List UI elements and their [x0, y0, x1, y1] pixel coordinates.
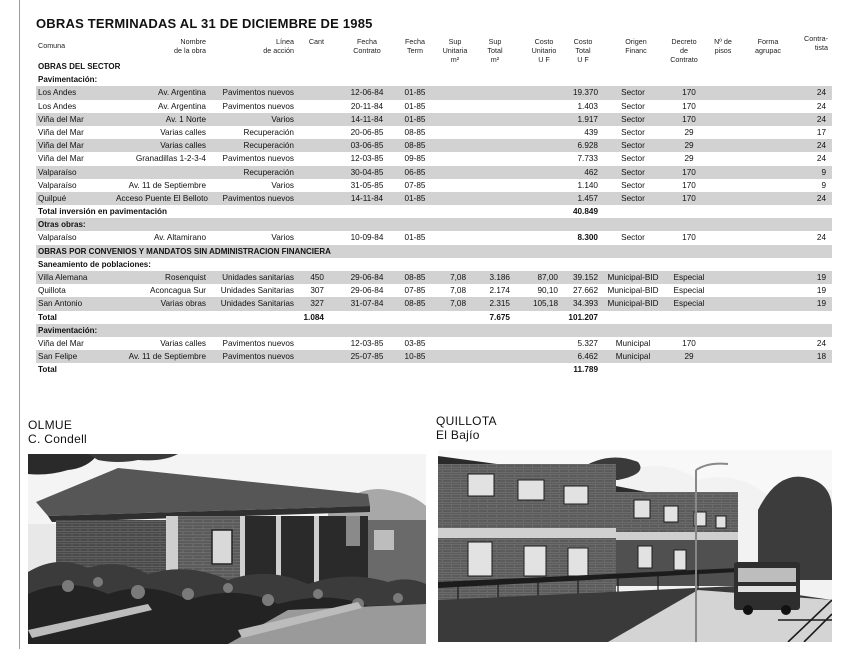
cell-con: 24	[816, 338, 826, 348]
section-label: OBRAS DEL SECTOR	[38, 62, 121, 71]
cell-ct: 11.789	[573, 365, 598, 375]
table-row	[36, 100, 832, 113]
cell-orig: Sector	[621, 154, 645, 164]
cell-linea: Pavimentos nuevos	[222, 154, 294, 164]
cell-dec: 170	[682, 193, 696, 203]
section-heading	[36, 218, 832, 231]
header-fecha-contrato-line: Fecha	[357, 37, 377, 46]
cell-cant: 450	[310, 273, 324, 282]
cell-orig: Sector	[621, 141, 645, 151]
cell-fc: 25-07-85	[350, 352, 384, 362]
table-row	[36, 179, 832, 192]
table-row	[36, 284, 832, 297]
cell-fc: 31-05-85	[350, 180, 384, 190]
cell-st: 7.675	[489, 312, 510, 322]
cell-cant: 307	[310, 286, 324, 296]
header-decreto-line: de	[680, 46, 688, 55]
cell-con: 19	[816, 273, 826, 282]
cell-dec: 29	[684, 352, 694, 362]
cell-linea: Unidades sanitarias	[222, 273, 294, 282]
table-row	[36, 231, 832, 244]
header-origen-line: Origen	[625, 37, 647, 46]
total-row	[36, 311, 832, 324]
cell-linea: Varios	[271, 180, 294, 190]
table-row	[36, 86, 832, 99]
cell-orig: Sector	[621, 127, 645, 137]
cell-comuna: Valparaíso	[38, 233, 77, 243]
cell-linea: Pavimentos nuevos	[222, 193, 294, 203]
photo-caption-right-city: QUILLOTA	[436, 414, 497, 428]
section-label: Pavimentación:	[38, 75, 98, 85]
cell-comuna: Viña del Mar	[38, 114, 84, 124]
section-label: Saneamiento de poblaciones:	[38, 259, 151, 269]
header-forma-line: Forma	[757, 37, 779, 46]
cell-nombre: Av. Argentina	[158, 101, 206, 111]
cell-orig: Municipal	[615, 338, 651, 348]
cell-ft: 08-85	[404, 127, 426, 137]
cell-orig: Municipal-BID	[607, 273, 659, 282]
cell-fc: 30-04-85	[350, 167, 384, 177]
table-row	[36, 126, 832, 139]
cell-comuna: Los Andes	[38, 101, 77, 111]
cell-fc: 12-03-85	[350, 338, 384, 348]
section-label: Otras obras:	[38, 220, 86, 230]
cell-nombre: Av. Argentina	[158, 88, 206, 98]
cell-cant: 1.084	[303, 312, 324, 322]
header-costo-total-line: Total	[575, 46, 591, 55]
cell-nombre: Varias calles	[160, 338, 206, 348]
photo-caption-left-place: C. Condell	[28, 432, 88, 446]
header-pisos	[708, 37, 738, 55]
total-label: Total	[38, 365, 57, 375]
cell-dec: 29	[684, 141, 694, 151]
cell-comuna: Viña del Mar	[38, 127, 84, 137]
cell-nombre: Av. 11 de Septiembre	[128, 352, 206, 362]
cell-con: 9	[821, 180, 826, 190]
cell-nombre: Av. Altamirano	[153, 233, 206, 243]
header-fecha-term-line: Term	[407, 46, 423, 55]
header-fecha-contrato	[342, 37, 392, 55]
cell-linea: Pavimentos nuevos	[222, 101, 294, 111]
cell-ft: 08-85	[404, 299, 426, 309]
cell-ft: 09-85	[404, 154, 426, 164]
header-sup-total-line: Total	[487, 46, 503, 55]
header-costo-unitario-line: Unitario	[531, 46, 557, 55]
cell-nombre: Av. 1 Norte	[165, 114, 206, 124]
cell-dec: 170	[682, 180, 696, 190]
cell-ct: 7.733	[577, 154, 598, 164]
cell-con: 19	[816, 299, 826, 309]
cell-ct: 1.140	[577, 180, 598, 190]
cell-linea: Unidades Sanitarias	[220, 286, 294, 296]
header-linea-line: de acción	[263, 46, 294, 55]
header-linea	[252, 37, 294, 55]
cell-fc: 31-07-84	[350, 299, 384, 309]
table-row	[36, 297, 832, 310]
cell-comuna: Quilpué	[38, 193, 67, 203]
cell-nombre: Granadillas 1-2-3-4	[135, 154, 206, 164]
header-cant	[302, 37, 324, 46]
header-costo-unitario-line: U F	[538, 55, 550, 64]
header-costo-unitario-line: Costo	[534, 37, 554, 46]
cell-comuna: Valparaíso	[38, 167, 77, 177]
cell-ct: 439	[584, 127, 598, 137]
cell-dec: 29	[684, 154, 694, 164]
cell-orig: Sector	[621, 101, 645, 111]
page-edge-line	[19, 0, 20, 649]
table-row	[36, 152, 832, 165]
cell-dec: 170	[682, 233, 696, 243]
cell-ct: 1.917	[577, 114, 598, 124]
cell-linea: Recuperación	[243, 167, 294, 177]
cell-dec: Especial	[673, 286, 705, 296]
table-row	[36, 192, 832, 205]
header-contratista	[792, 34, 828, 52]
cell-con: 19	[816, 286, 826, 296]
cell-ft: 08-85	[404, 141, 426, 151]
cell-orig: Sector	[621, 167, 645, 177]
header-forma-line: agrupac	[755, 46, 781, 55]
photo-caption-left-city: OLMUE	[28, 418, 73, 432]
cell-con: 9	[821, 167, 826, 177]
cell-ct: 1.457	[577, 193, 598, 203]
total-row	[36, 205, 832, 218]
header-cant-line: Cant	[308, 37, 324, 46]
cell-orig: Sector	[621, 193, 645, 203]
cell-su: 7,08	[450, 286, 466, 296]
cell-linea: Unidades Sanitarias	[220, 299, 294, 309]
cell-dec: 170	[682, 88, 696, 98]
cell-comuna: San Felipe	[38, 352, 78, 362]
table-row	[36, 271, 832, 284]
cell-fc: 03-06-85	[350, 141, 384, 151]
header-contratista-line: tista	[814, 43, 828, 52]
document-title: OBRAS TERMINADAS AL 31 DE DICIEMBRE DE 1985	[36, 16, 373, 31]
header-forma	[748, 37, 788, 55]
header-sup-unitaria-line: Unitaria	[442, 46, 468, 55]
cell-con: 24	[816, 154, 826, 164]
cell-nombre: Varias calles	[160, 127, 206, 137]
cell-con: 24	[816, 193, 826, 203]
cell-ft: 01-85	[404, 88, 426, 98]
cell-ft: 08-85	[404, 273, 426, 282]
cell-ct: 101.207	[568, 312, 598, 322]
cell-ft: 01-85	[404, 114, 426, 124]
cell-nombre: Av. 11 de Septiembre	[128, 180, 206, 190]
cell-orig: Sector	[621, 114, 645, 124]
header-comuna	[38, 41, 98, 50]
cell-ft: 07-85	[404, 286, 426, 296]
cell-cu: 90,10	[537, 286, 558, 296]
header-sup-unitaria-line: Sup	[448, 37, 462, 46]
cell-dec: 170	[682, 338, 696, 348]
cell-fc: 29-06-84	[350, 273, 384, 282]
cell-cant: 327	[310, 299, 324, 309]
cell-orig: Sector	[621, 180, 645, 190]
cell-ft: 01-85	[404, 101, 426, 111]
section-label: OBRAS POR CONVENIOS Y MANDATOS SIN ADMINISTRACION FINANCIERA	[38, 246, 331, 256]
cell-ct: 19.370	[572, 88, 598, 98]
cell-comuna: Viña del Mar	[38, 141, 84, 151]
cell-ct: 1.403	[577, 101, 598, 111]
cell-comuna: Quillota	[38, 286, 66, 296]
cell-cu: 105,18	[532, 299, 558, 309]
cell-dec: 170	[682, 114, 696, 124]
header-decreto-line: Contrato	[670, 55, 698, 64]
table-row	[36, 350, 832, 363]
cell-nombre: Rosenquist	[165, 273, 206, 282]
header-contratista-line: Contra-	[804, 34, 828, 43]
cell-comuna: San Antonio	[38, 299, 83, 309]
cell-fc: 12-06-84	[350, 88, 384, 98]
header-fecha-term	[400, 37, 430, 55]
cell-ft: 07-85	[404, 180, 426, 190]
table-row	[36, 139, 832, 152]
cell-orig: Municipal-BID	[607, 286, 659, 296]
total-label: Total inversión en pavimentación	[38, 207, 168, 217]
table-row	[36, 113, 832, 126]
cell-ct: 6.928	[577, 141, 598, 151]
cell-orig: Sector	[621, 233, 645, 243]
cell-ft: 01-85	[404, 193, 426, 203]
cell-comuna: Viña del Mar	[38, 154, 84, 164]
cell-ft: 03-85	[404, 338, 426, 348]
cell-nombre: Varias calles	[160, 141, 206, 151]
cell-st: 2.315	[489, 299, 510, 309]
cell-ft: 06-85	[404, 167, 426, 177]
cell-dec: Especial	[673, 299, 705, 309]
cell-linea: Pavimentos nuevos	[222, 352, 294, 362]
cell-fc: 20-11-84	[350, 101, 384, 111]
cell-dec: Especial	[673, 273, 705, 282]
photo-olmue-house	[28, 454, 426, 644]
cell-st: 3.186	[489, 273, 510, 282]
cell-fc: 14-11-84	[350, 114, 384, 124]
cell-con: 24	[816, 114, 826, 124]
cell-ct: 27.662	[572, 286, 598, 296]
cell-ct: 34.393	[572, 299, 598, 309]
cell-linea: Varios	[271, 233, 294, 243]
cell-con: 17	[816, 127, 826, 137]
cell-su: 7,08	[450, 299, 466, 309]
cell-orig: Municipal	[615, 352, 651, 362]
cell-fc: 12-03-85	[350, 154, 384, 164]
section-heading	[36, 258, 832, 271]
cell-orig: Sector	[621, 88, 645, 98]
cell-ct: 6.462	[577, 352, 598, 362]
cell-nombre: Aconcagua Sur	[150, 286, 206, 296]
cell-nombre: Acceso Puente El Belloto	[116, 193, 208, 203]
cell-con: 18	[816, 352, 826, 362]
cell-fc: 20-06-85	[350, 127, 384, 137]
cell-linea: Pavimentos nuevos	[222, 338, 294, 348]
section-label: Pavimentación:	[38, 325, 98, 335]
cell-linea: Recuperación	[243, 141, 294, 151]
header-pisos-line: pisos	[714, 46, 732, 55]
cell-ct: 462	[584, 167, 598, 177]
cell-cu: 87,00	[537, 273, 558, 282]
cell-linea: Pavimentos nuevos	[222, 88, 294, 98]
header-nombre-line: de la obra	[174, 46, 206, 55]
table-row	[36, 337, 832, 350]
cell-ft: 01-85	[404, 233, 426, 243]
section-heading	[36, 60, 832, 73]
cell-su: 7,08	[450, 273, 466, 282]
header-sup-total-line: m²	[490, 55, 500, 64]
cell-ft: 10-85	[404, 352, 426, 362]
photo-quillota-building	[438, 450, 832, 642]
table-row	[36, 166, 832, 179]
total-label: Total	[38, 312, 57, 322]
cell-comuna: Los Andes	[38, 88, 77, 98]
header-fecha-contrato-line: Contrato	[353, 46, 381, 55]
cell-con: 24	[816, 233, 826, 243]
total-row	[36, 363, 832, 376]
cell-dec: 29	[684, 127, 694, 137]
cell-ct: 39.152	[572, 273, 598, 282]
header-costo-total-line: Costo	[573, 37, 593, 46]
section-heading	[36, 324, 832, 337]
header-fecha-term-line: Fecha	[405, 37, 425, 46]
cell-ct: 40.849	[572, 207, 598, 217]
header-costo-total-line: U F	[577, 55, 589, 64]
cell-con: 24	[816, 88, 826, 98]
cell-ct: 5.327	[577, 338, 598, 348]
cell-st: 2.174	[489, 286, 510, 296]
header-sup-total-line: Sup	[488, 37, 502, 46]
cell-ct: 8.300	[577, 233, 598, 243]
photo-caption-right-place: El Bajío	[436, 428, 480, 442]
cell-fc: 14-11-84	[350, 193, 384, 203]
header-nombre-line: Nombre	[180, 37, 206, 46]
header-comuna-line: Comuna	[38, 41, 66, 50]
header-linea-line: Línea	[276, 37, 294, 46]
cell-comuna: Valparaíso	[38, 180, 77, 190]
header-origen	[616, 37, 656, 55]
header-sup-unitaria-line: m²	[450, 55, 460, 64]
section-heading	[36, 245, 832, 258]
cell-fc: 10-09-84	[350, 233, 384, 243]
cell-con: 24	[816, 141, 826, 151]
cell-dec: 170	[682, 101, 696, 111]
cell-comuna: Viña del Mar	[38, 338, 84, 348]
cell-con: 24	[816, 101, 826, 111]
header-decreto-line: Decreto	[671, 37, 697, 46]
header-nombre	[166, 37, 206, 55]
section-heading	[36, 73, 832, 86]
cell-fc: 29-06-84	[350, 286, 384, 296]
cell-comuna: Villa Alemana	[38, 273, 88, 282]
cell-linea: Varios	[271, 114, 294, 124]
works-table	[36, 60, 832, 377]
cell-orig: Municipal-BID	[607, 299, 659, 309]
header-origen-line: Financ	[625, 46, 647, 55]
cell-nombre: Varias obras	[160, 299, 206, 309]
cell-linea: Recuperación	[243, 127, 294, 137]
cell-dec: 170	[682, 167, 696, 177]
header-pisos-line: Nº de	[714, 37, 732, 46]
